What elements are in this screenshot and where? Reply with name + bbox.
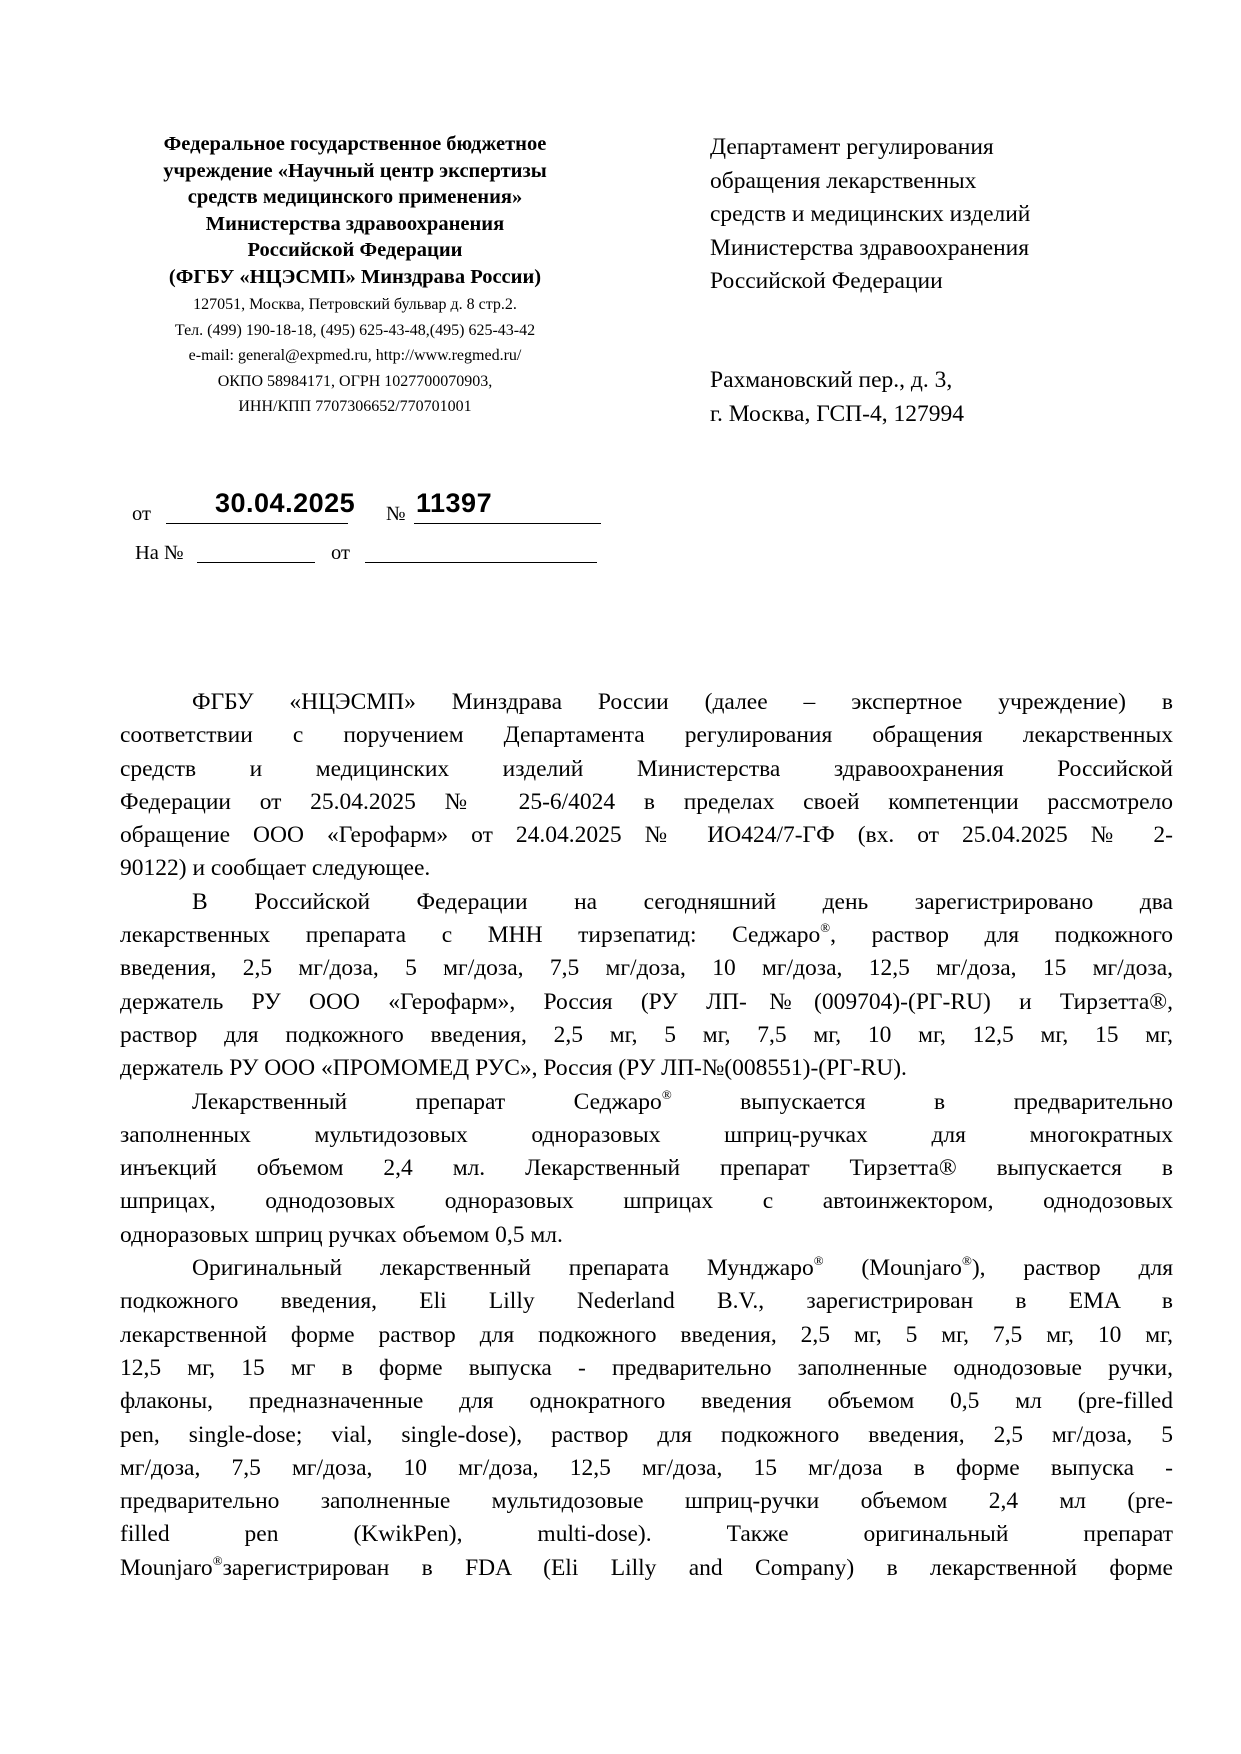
sender-org-line: средств медицинского применения» bbox=[187, 186, 523, 208]
sender-org-line: Министерства здравоохранения bbox=[205, 212, 505, 235]
text-line: подкожного введения, Eli Lilly Nederland B.V., зарегистрирован в EMA в bbox=[120, 1288, 1173, 1315]
recipient-block bbox=[710, 131, 1030, 299]
text-line: держатель РУ ООО «Герофарм», Россия (РУ ЛП-№(009704)-(РГ-RU) и Тирзетта®, bbox=[120, 988, 1173, 1015]
text-line: 90122) и сообщает следующее. bbox=[120, 855, 431, 882]
text-line: мг/доза, 7,5 мг/доза, 10 мг/доза, 12,5 мг/доза, 15 мг/доза в форме выпуска - bbox=[120, 1454, 1173, 1481]
paragraph-3 bbox=[120, 1086, 1173, 1252]
text-line: обращение ООО «Герофарм» от 24.04.2025 № ИО424/7-ГФ (вх. от 25.04.2025 № 2- bbox=[120, 822, 1173, 849]
sender-org-line: Российской Федерации bbox=[247, 239, 463, 261]
registration-number: 11397 bbox=[416, 488, 493, 518]
sender-block bbox=[118, 131, 592, 420]
paragraph-2 bbox=[120, 886, 1173, 1086]
sender-address: 127051, Москва, Петровский бульвар д. 8 стр.2. bbox=[193, 296, 517, 313]
text-fragment: ), раствор для bbox=[971, 1255, 1173, 1282]
recipient-address-line: г. Москва, ГСП-4, 127994 bbox=[710, 400, 964, 427]
number-underline bbox=[414, 523, 601, 524]
recipient-address bbox=[710, 364, 964, 431]
text-fragment: выпускается в предварительно bbox=[671, 1088, 1173, 1115]
text-line bbox=[120, 1252, 1173, 1285]
text-line: введения, 2,5 мг/доза, 5 мг/доза, 7,5 мг/доза, 10 мг/доза, 12,5 мг/доза, 15 мг/доза, bbox=[120, 955, 1173, 982]
text-fragment: зарегистрирован в FDA (Eli Lilly and Company) в лекарственной форме bbox=[222, 1554, 1173, 1581]
text-line: флаконы, предназначенные для однократного введения объемом 0,5 мл (pre-filled bbox=[120, 1388, 1173, 1415]
date-underline bbox=[166, 523, 348, 524]
number-sign: № bbox=[386, 503, 406, 525]
text-line: Федерации от 25.04.2025 № 25-6/4024 в пределах своей компетенции рассмотрело bbox=[120, 788, 1173, 815]
text-line: инъекций объемом 2,4 мл. Лекарственный препарат Тирзетта® выпускается в bbox=[120, 1155, 1173, 1182]
text-line: заполненных мультидозовых одноразовых шприц-ручках для многократных bbox=[120, 1121, 1173, 1148]
registration-date: 30.04.2025 bbox=[215, 488, 356, 518]
registered-mark: ® bbox=[961, 1253, 972, 1269]
recipient-line: обращения лекарственных bbox=[710, 167, 977, 194]
sender-org-line: (ФГБУ «НЦЭСМП» Минздрава России) bbox=[168, 265, 542, 288]
text-fragment: Лекарственный препарат Седжаро bbox=[192, 1088, 662, 1115]
sender-phone: Тел. (499) 190-18-18, (495) 625-43-48,(495) 625-43-42 bbox=[174, 321, 536, 339]
reply-from-label: от bbox=[331, 542, 350, 564]
registered-mark: ® bbox=[212, 1552, 223, 1568]
text-line: шприцах, однодозовых одноразовых шприцах с автоинжектором, однодозовых bbox=[120, 1188, 1173, 1215]
registration-line bbox=[132, 488, 612, 532]
text-line: держатель РУ ООО «ПРОМОМЕД РУС», Россия (РУ ЛП-№(008551)-(РГ-RU). bbox=[120, 1055, 907, 1082]
paragraph-1 bbox=[120, 686, 1173, 886]
text-line: filled pen (KwikPen), multi-dose). Также оригинальный препарат bbox=[120, 1521, 1173, 1548]
from-label: от bbox=[132, 503, 151, 525]
text-line: лекарственной форме раствор для подкожного введения, 2,5 мг, 5 мг, 7,5 мг, 10 мг, bbox=[120, 1321, 1173, 1348]
text-fragment: лекарственных препарата с МНН тирзепатид: Седжаро bbox=[120, 922, 821, 949]
registered-mark: ® bbox=[813, 1253, 824, 1269]
reply-number-label: На № bbox=[135, 542, 184, 564]
sender-inn: ИНН/КПП 7707306652/770701001 bbox=[238, 398, 472, 415]
text-line: предварительно заполненные мультидозовые шприц-ручки объемом 2,4 мл (pre- bbox=[120, 1488, 1173, 1515]
text-line: 12,5 мг, 15 мг в форме выпуска - предварительно заполненные однодозовые ручки, bbox=[120, 1354, 1173, 1381]
text-line: раствор для подкожного введения, 2,5 мг, 5 мг, 7,5 мг, 10 мг, 12,5 мг, 15 мг, bbox=[120, 1021, 1173, 1048]
text-line: средств и медицинских изделий Министерства здравоохранения Российской bbox=[120, 755, 1173, 782]
sender-email: e-mail: general@expmed.ru, http://www.regmed.ru/ bbox=[188, 347, 522, 364]
sender-org-line: учреждение «Научный центр экспертизы bbox=[163, 159, 547, 182]
text-line: одноразовых шприц ручках объемом 0,5 мл. bbox=[120, 1221, 563, 1248]
text-fragment: (Mounjaro bbox=[823, 1255, 962, 1282]
recipient-line: средств и медицинских изделий bbox=[710, 201, 1031, 227]
text-line bbox=[120, 919, 1173, 952]
registered-mark: ® bbox=[820, 920, 831, 936]
text-fragment: Оригинальный лекарственный препарата Мунджаро bbox=[192, 1255, 814, 1282]
recipient-line: Департамент регулирования bbox=[710, 134, 994, 160]
sender-okpo: ОКПО 58984171, ОГРН 1027700070903, bbox=[217, 372, 493, 390]
recipient-line: Российской Федерации bbox=[710, 268, 943, 294]
text-line: ФГБУ «НЦЭСМП» Минздрава России (далее – экспертное учреждение) в bbox=[192, 689, 1173, 715]
recipient-line: Министерства здравоохранения bbox=[710, 234, 1030, 261]
reply-number-underline bbox=[197, 562, 315, 563]
text-line: pen, single-dose; vial, single-dose), раствор для подкожного введения, 2,5 мг/доза, 5 bbox=[120, 1421, 1173, 1448]
text-line: соответствии с поручением Департамента регулирования обращения лекарственных bbox=[120, 722, 1173, 749]
text-fragment: , раствор для подкожного bbox=[830, 922, 1173, 949]
reply-line bbox=[135, 531, 615, 571]
reply-date-underline bbox=[365, 562, 597, 563]
sender-org-line: Федеральное государственное бюджетное bbox=[163, 133, 547, 155]
text-line: В Российской Федерации на сегодняшний день зарегистрировано два bbox=[192, 888, 1173, 915]
text-line bbox=[120, 1086, 1173, 1119]
paragraph-4 bbox=[120, 1252, 1173, 1585]
recipient-address-line: Рахмановский пер., д. 3, bbox=[710, 367, 953, 393]
letter-body bbox=[120, 686, 1173, 1585]
text-fragment: Mounjaro bbox=[120, 1554, 213, 1581]
text-line bbox=[120, 1552, 1173, 1585]
registered-mark: ® bbox=[661, 1086, 672, 1102]
